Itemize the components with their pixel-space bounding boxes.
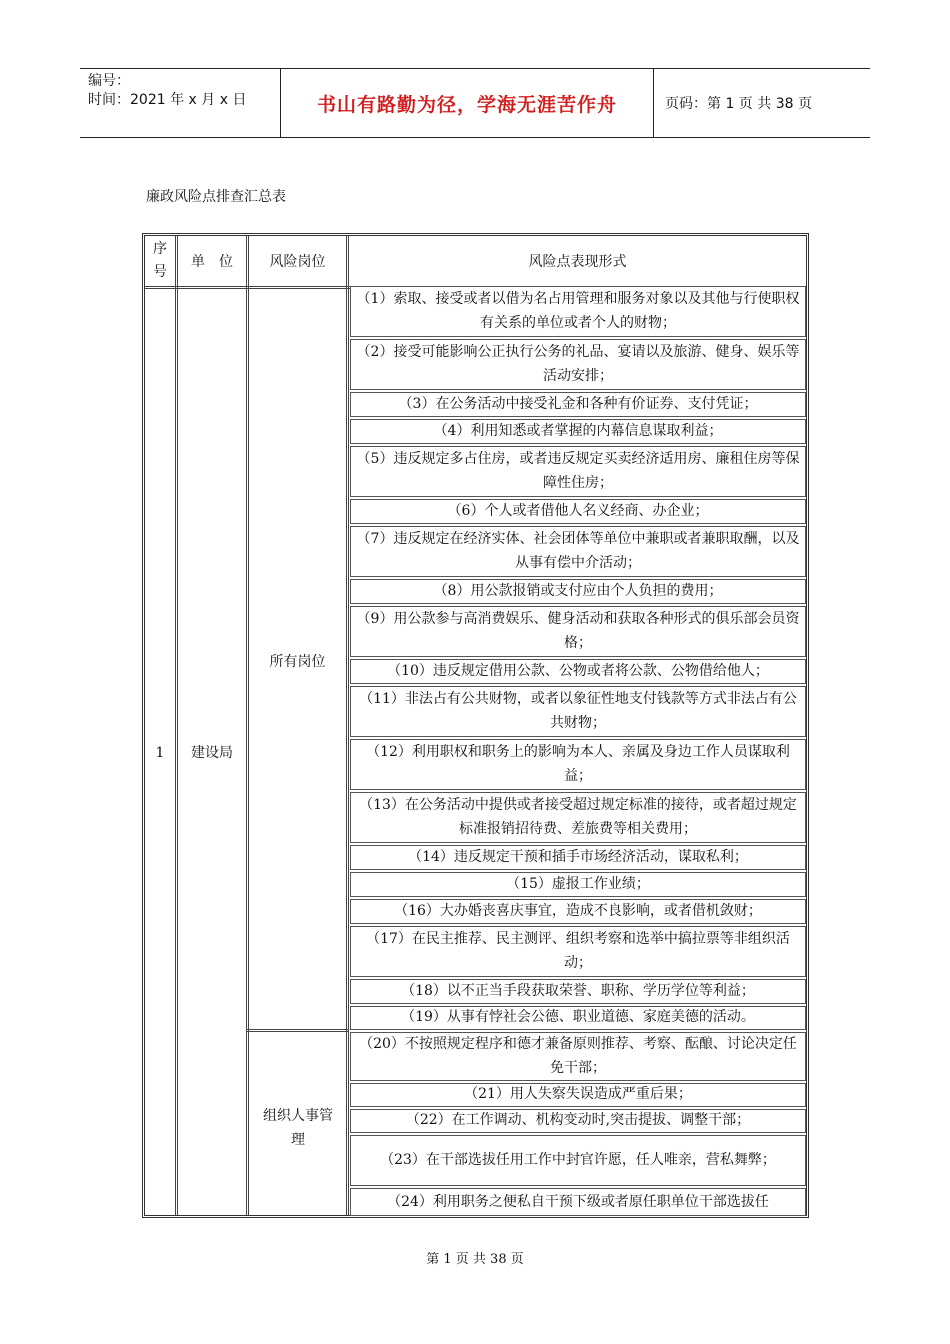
risk-item: （1）索取、接受或者以借为名占用管理和服务对象以及其他与行使职权有关系的单位或者个人的财物； [350,286,806,337]
header-date-label: 时间：2021 年 x 月 x 日 [88,92,247,108]
risk-item: （22）在工作调动、机构变动时,突击提拔、调整干部； [350,1109,806,1133]
header-seq [145,238,175,284]
table-divider [246,1029,349,1032]
risk-list [348,286,808,1216]
row-post-personnel: 组织人事管理 [263,1108,333,1148]
header-post: 风险岗位 [269,254,326,270]
risk-item: （13）在公务活动中提供或者接受超过规定标准的接待，或者超过规定标准报销招待费、差旅费等相关费用； [350,792,806,843]
header-number-label: 编号： [88,73,130,89]
document-header [80,68,870,138]
risk-item: （21）用人失察失误造成严重后果； [350,1083,806,1107]
risk-item: （3）在公务活动中接受礼金和各种有价证券、支付凭证； [350,392,806,417]
header-risk: 风险点表现形式 [528,254,627,270]
table-divider [246,236,249,1215]
table-divider [175,236,178,1215]
risk-item: （19）从事有悖社会公德、职业道德、家庭美德的活动。 [350,1006,806,1030]
header-info-cell [80,69,281,137]
row-seq: 1 [155,745,165,761]
risk-item: （2）接受可能影响公正执行公务的礼品、宴请以及旅游、健身、娱乐等活动安排； [350,339,806,390]
risk-item: （23）在干部选拔任用工作中封官许愿，任人唯亲，营私舞弊； [350,1135,806,1186]
risk-item: （4）利用知悉或者掌握的内幕信息谋取利益； [350,419,806,444]
row-post-all: 所有岗位 [269,654,326,670]
risk-item: （16）大办婚丧喜庆事宜，造成不良影响，或者借机敛财； [350,899,806,924]
risk-item: （5）违反规定多占住房，或者违反规定买卖经济适用房、廉租住房等保障性住房； [350,446,806,497]
risk-item: （10）违反规定借用公款、公物或者将公款、公物借给他人； [350,659,806,684]
risk-item: （11）非法占有公共财物，或者以象征性地支付钱款等方式非法占有公共财物； [350,686,806,737]
risk-item: （15）虚报工作业绩； [350,872,806,897]
risk-item: （20）不按照规定程序和德才兼备原则推荐、考察、酝酿、讨论决定任免干部； [350,1032,806,1081]
risk-item: （8）用公款报销或支付应由个人负担的费用； [350,579,806,604]
risk-item: （12）利用职权和职务上的影响为本人、亲属及身边工作人员谋取利益； [350,739,806,790]
risk-item: （14）违反规定干预和插手市场经济活动，谋取私利； [350,845,806,870]
risk-item: （7）违反规定在经济实体、社会团体等单位中兼职或者兼职取酬，以及从事有偿中介活动； [350,526,806,577]
risk-item: （9）用公款参与高消费娱乐、健身活动和获取各种形式的俱乐部会员资格； [350,606,806,657]
row-unit: 建设局 [191,745,233,761]
risk-item: （18）以不正当手段获取荣誉、职称、学历学位等利益； [350,979,806,1004]
risk-item: （17）在民主推荐、民主测评、组织考察和选举中搞拉票等非组织活动； [350,926,806,977]
risk-item: （24）利用职务之便私自干预下级或者原任职单位干部选拔任 [350,1188,806,1216]
risk-item: （6）个人或者借他人名义经商、办企业； [350,499,806,524]
header-motto: 书山有路勤为径，学海无涯苦作舟 [281,69,654,137]
document-title: 廉政风险点排查汇总表 [146,189,286,205]
header-seq-label: 序号 [153,241,167,280]
header-page-label: 页码：第 1 页 共 38 页 [665,96,812,112]
header-unit: 单 位 [191,254,233,270]
page-footer: 第 1 页 共 38 页 [426,1252,524,1267]
